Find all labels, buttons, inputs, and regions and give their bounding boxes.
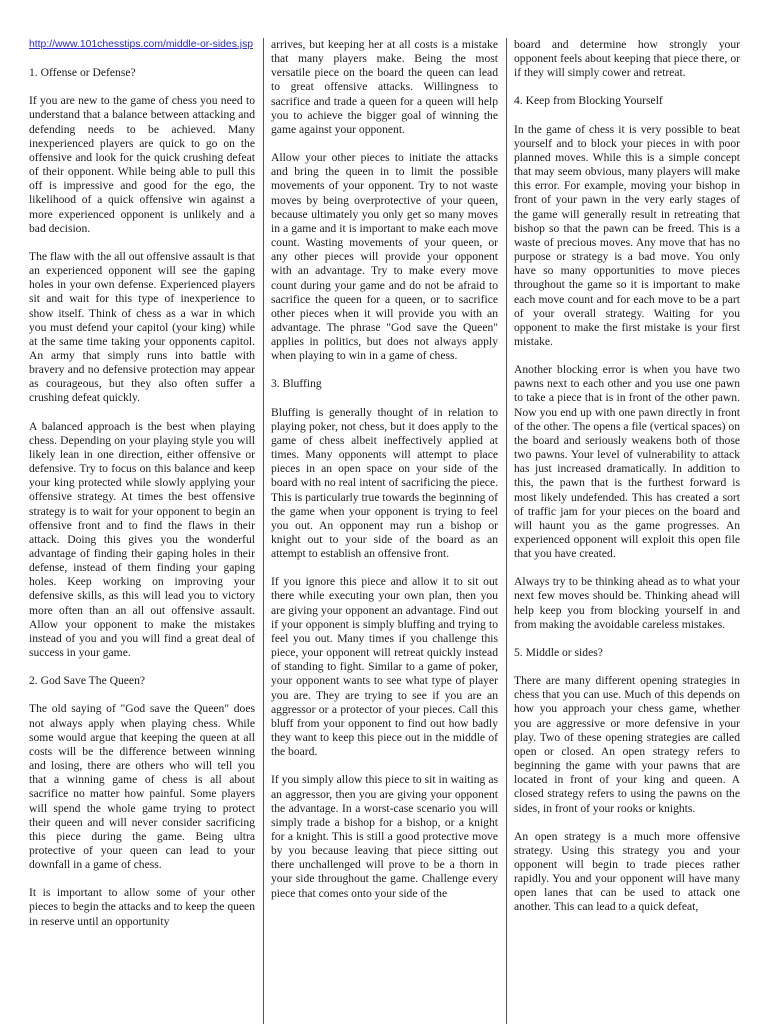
paragraph: If you are new to the game of chess you need to understand that a balance between attacking and defending needs to be achieved. Many inexperienced players are quick to go on the offensive and look for the quick crushing defeat of their opponent. While being able to pull this off is impressive and good for the ego, the likelihood of a quick offensive win against a more experienced opponent is unlikely and a bad decision. [29, 94, 255, 235]
column-divider [263, 38, 264, 1024]
paragraph: A balanced approach is the best when playing chess. Depending on your playing style you will likely lean in one direction, either offensive or defensive. Try to focus on this balance and keep your king protected while slowly applying your offensive strategy. At times the best offensive strategy is to wait for your opponent to begin an offensive front and to find the flaws in their attack. Doing this gives you the wonderful advantage of finding their gaping holes in their defense, instead of them finding your gaping holes. Keep working on improving your defensive skills, as this will lead you to victory more often than an all out offensive assault. Allow your opponent to make the mistakes instead of you and you will find a great deal of success in your game. [29, 419, 255, 660]
column-1 [29, 38, 255, 1024]
section-heading: 5. Middle or sides? [514, 645, 603, 659]
section-heading: 4. Keep from Blocking Yourself [514, 94, 663, 108]
column-divider [506, 38, 507, 1024]
paragraph: board and determine how strongly your opponent feels about keeping that piece there, or if they will simply cower and retreat. [514, 38, 740, 80]
column-2 [271, 38, 498, 1024]
paragraph: There are many different opening strategies in chess that you can use. Much of this depends on how you approach your chess game, whether you are aggressive or more defensive in your play. Two of these opening strategies are called open or closed. An open strategy refers to beginning the game with your pawns that are located in front of your king and queen. A closed strategy refers to using the pawns on the sides, in front of your rooks or knights. [514, 674, 740, 815]
source-link[interactable]: http://www.101chesstips.com/middle-or-sides.jsp [29, 39, 254, 50]
paragraph: arrives, but keeping her at all costs is a mistake that many players make. Being the most versatile piece on the board the queen can lead to great offensive attacks. Willingness to sacrifice and trade a queen for a queen will help you to achieve the bigger goal of winning the game against your opponent. [271, 38, 498, 136]
paragraph: The old saying of "God save the Queen" does not always apply when playing chess. While some would argue that keeping the queen at all costs will be the difference between winning and losing, there are others who will tell you that a winning game of chess is all about sacrifice no matter how painful. Some players will spend the whole game trying to protect their queen and will never consider sacrificing this piece during the game. Being ultra protective of your queen can lead to your downfall in a game of chess. [29, 702, 255, 872]
paragraph: An open strategy is a much more offensive strategy. Using this strategy you and your opponent will begin to trade pieces rather rapidly. You and your opponent will have many open lanes that can be used to attack one another. This can lead to a quick defeat, [514, 829, 740, 914]
paragraph: If you ignore this piece and allow it to sit out there while executing your own plan, then you are giving your opponent an advantage. Find out if your opponent is simply bluffing and trying to feel you out. Many times if you challenge this piece, your opponent will retreat quickly instead of standing to fight. Similar to a game of poker, your opponent wants to see what type of player you are. They are trying to see if you are an aggressor or a protector of your pieces. Call this bluff from your opponent to find out how badly they want to keep this piece out in the middle of the board. [271, 575, 498, 759]
paragraph: The flaw with the all out offensive assault is that an experienced opponent will see the gaping holes in your own defense. Experienced players sit and wait for this type of inexperience to show itself. Think of chess as a war in which you must defend your capitol (your king) while at the same time taking your opponents capitol. An army that simply runs into battle with bravery and no defensive protection may appear as courageous, but they also often suffer a crushing defeat quickly. [29, 249, 255, 405]
paragraph: If you simply allow this piece to sit in waiting as an aggressor, then you are giving your opponent the advantage. In a worst-case scenario you will simply trade a bishop for a bishop, or a knight for a knight. This is still a good protective move by you because leaving that piece sitting out there unchallenged will prove to be a thorn in your side throughout the game. Challenge every piece that comes onto your side of the [271, 773, 498, 900]
paragraph: Always try to be thinking ahead as to what your next few moves should be. Thinking ahead will help keep you from blocking yourself in and from making the avoidable careless mistakes. [514, 575, 740, 631]
paragraph: It is important to allow some of your other pieces to begin the attacks and to keep the queen in reserve until an opportunity [29, 886, 255, 928]
section-heading: 3. Bluffing [271, 377, 322, 391]
paragraph: Another blocking error is when you have two pawns next to each other and you use one pawn to take a piece that is in front of the other pawn. Now you end up with one pawn directly in front of the other. The opens a file (vertical spaces) on the board and seriously weakens both of those two pawns. Your level of vulnerability to attack has just increased dramatically. In addition to this, the pawn that is the furthest forward is most likely undefended. This has created a sort of traffic jam for your pieces on the board and will haunt you as the game progresses. An experienced opponent will exploit this open file that you have created. [514, 363, 740, 561]
section-heading: 1. Offense or Defense? [29, 66, 136, 80]
column-3 [514, 38, 740, 1024]
section-heading: 2. God Save The Queen? [29, 674, 146, 688]
paragraph: In the game of chess it is very possible to beat yourself and to block your pieces in with poor planned moves. While this is a simple concept that may seem obvious, many players will make this error. For example, moving your bishop in front of your pawn in the very early stages of the game will generally result in retreating that bishop so that the pawn can be freed. This is a waste of precious moves. Any move that has no purpose or strategy is a bad move. You only have so many opportunities to move pieces throughout the game so it is important to make each move count and for each move to be a part of your overall strategy. Waiting for you opponent to make the first mistake is your first mistake. [514, 122, 740, 348]
paragraph: Bluffing is generally thought of in relation to playing poker, not chess, but it does apply to the game of chess albeit ineffectively applied at times. Many opponents will attempt to place pieces in an open space on your side of the board with no real intent of sacrificing the piece. This is particularly true towards the beginning of the game when your opponent is trying to feel you out. An opponent may run a bishop or knight out to your side of the board as an attempt to establish an offensive front. [271, 405, 498, 561]
paragraph: Allow your other pieces to initiate the attacks and bring the queen in to limit the possible movements of your opponent. Try to not waste moves by being overprotective of your queen, because ultimately you only get so many moves in a game and it is important to make each move count. Wasting movements of your queen, or any other pieces will provide your opponent with an advantage. Try to make every move count during your game and do not be afraid to sacrifice the queen for a queen, or to sacrifice other pieces when it will provide you with an advantage. The phrase "God save the Queen" applies in politics, but does not always apply when playing to win in a game of chess. [271, 151, 498, 363]
